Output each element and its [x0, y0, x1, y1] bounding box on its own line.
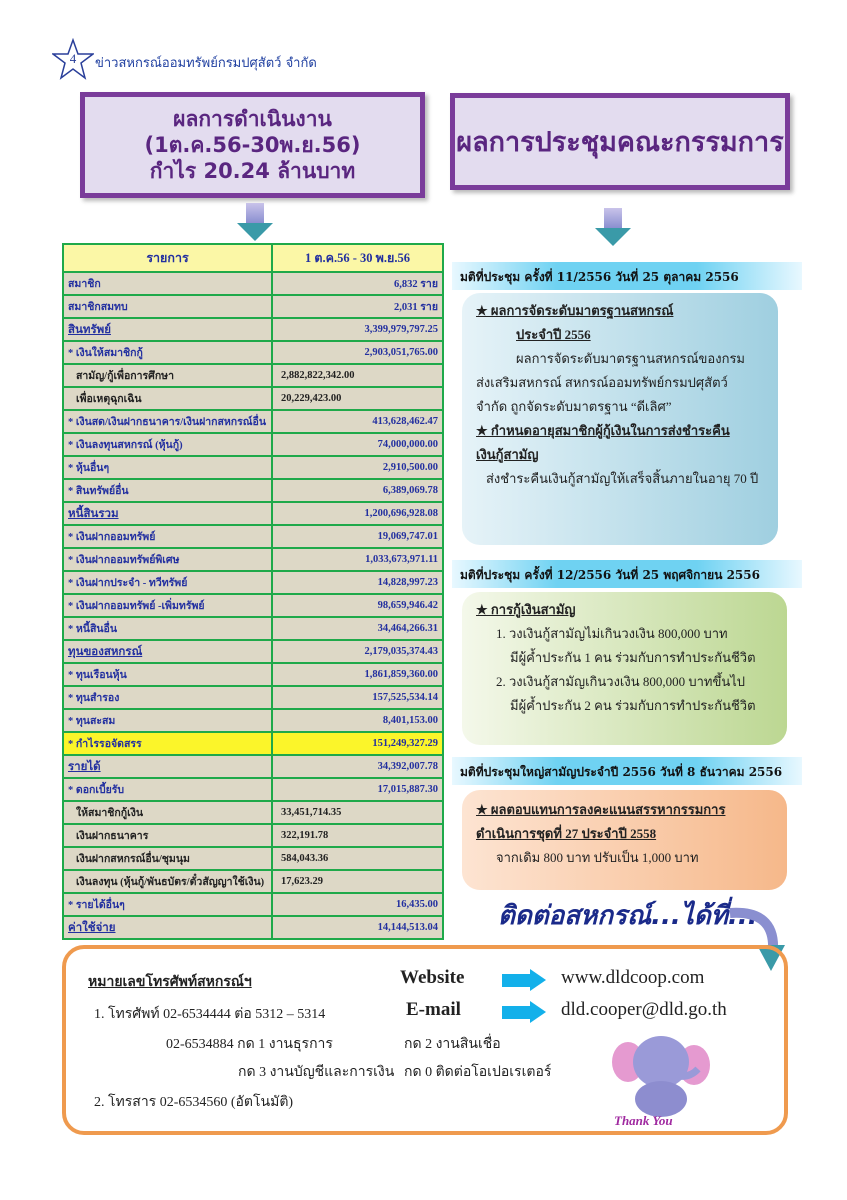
table-row	[63, 272, 443, 295]
row-label: * เงินฝากออมทรัพย์ -เพิ่มทรัพย์	[63, 594, 272, 617]
row-value: 98,659,946.42	[272, 594, 443, 617]
row-value: 1,033,673,971.11	[272, 548, 443, 571]
row-label: * หุ้นอื่นๆ	[63, 456, 272, 479]
row-label: * เงินฝากประจำ - ทวีทรัพย์	[63, 571, 272, 594]
table-header	[63, 244, 443, 272]
title-text: ผลการประชุมคณะกรรมการ	[456, 127, 784, 158]
row-value: 8,401,153.00	[272, 709, 443, 732]
row-label: * เงินให้สมาชิกกู้	[63, 341, 272, 364]
row-value: 1,200,696,928.08	[272, 502, 443, 525]
table-row	[63, 778, 443, 801]
table-row	[63, 824, 443, 847]
resolution-line: ★ การกู้เงินสามัญ	[476, 602, 576, 617]
row-subvalue: 2,882,822,342.00	[272, 364, 443, 387]
contact-heading: ติดต่อสหกรณ์...ได้ที่...	[498, 901, 758, 931]
resolution-line: ดำเนินการชุดที่ 27 ประจำปี 2558	[476, 826, 657, 841]
row-label: * เงินลงทุนสหกรณ์ (หุ้นกู้)	[63, 433, 272, 456]
row-label: สมาชิก	[63, 272, 272, 295]
row-label: สมาชิกสมทบ	[63, 295, 272, 318]
website-link[interactable]: www.dldcoop.com	[561, 967, 705, 988]
table-row	[63, 502, 443, 525]
table-row	[63, 801, 443, 824]
table-row	[63, 548, 443, 571]
table-row	[63, 847, 443, 870]
row-value: 16,435.00	[272, 893, 443, 916]
table-row	[63, 594, 443, 617]
row-label: ค่าใช้จ่าย	[63, 916, 272, 939]
row-label: * เงินสด/เงินฝากธนาคาร/เงินฝากสหกรณ์อื่น	[63, 410, 272, 433]
resolution-line: 2. วงเงินกู้สามัญเกินวงเงิน 800,000 บาทขึ้นไป	[496, 674, 746, 689]
table-row	[63, 387, 443, 410]
row-value: 17,015,887.30	[272, 778, 443, 801]
row-label: * กำไรรอจัดสรร	[63, 732, 272, 755]
row-label: สินทรัพย์	[63, 318, 272, 341]
table-row	[63, 709, 443, 732]
row-value: 34,464,266.31	[272, 617, 443, 640]
row-label: * ทุนสำรอง	[63, 686, 272, 709]
meeting-banner: มติที่ประชุม ครั้งที่ 11/2556 วันที่ 25 ตุลาคม 2556	[452, 262, 802, 290]
phone-line: กด 0 ติดต่อโอเปอเรเตอร์	[404, 1065, 552, 1080]
resolution-line: ประจำปี 2556	[516, 327, 591, 342]
newsletter-title: ข่าวสหกรณ์ออมทรัพย์กรมปศุสัตว์ จำกัด	[95, 56, 317, 71]
table-row	[63, 456, 443, 479]
row-subvalue: 17,623.29	[272, 870, 443, 893]
table-row	[63, 870, 443, 893]
row-label: รายได้	[63, 755, 272, 778]
thank-you-text: Thank You	[614, 1113, 673, 1128]
phone-heading: หมายเลขโทรศัพท์สหกรณ์ฯ	[88, 975, 252, 990]
row-value: 14,144,513.04	[272, 916, 443, 939]
row-label: สามัญ/กู้เพื่อการศึกษา	[63, 364, 272, 387]
email-link[interactable]: dld.cooper@dld.go.th	[561, 999, 727, 1020]
down-arrow-icon	[595, 208, 631, 248]
resolution-line: ★ ผลการจัดระดับมาตรฐานสหกรณ์	[476, 303, 674, 318]
phone-line: 02-6534884 กด 1 งานธุรการ	[166, 1037, 333, 1052]
row-value: 19,069,747.01	[272, 525, 443, 548]
row-value: 6,832 ราย	[272, 272, 443, 295]
contact-box	[62, 945, 788, 1135]
row-value: 74,000,000.00	[272, 433, 443, 456]
table-row	[63, 410, 443, 433]
phone-line: กด 2 งานสินเชื่อ	[404, 1037, 501, 1052]
row-label: * สินทรัพย์อื่น	[63, 479, 272, 502]
row-subvalue: 33,451,714.35	[272, 801, 443, 824]
row-label: เงินลงทุน (หุ้นกู้/พันธบัตร/ตั๋วสัญญาใช้เงิน)	[63, 870, 272, 893]
row-value: 14,828,997.23	[272, 571, 443, 594]
row-value: 2,910,500.00	[272, 456, 443, 479]
right-arrow-icon	[502, 969, 548, 991]
table-row	[63, 433, 443, 456]
table-row	[63, 479, 443, 502]
row-label: * รายได้อื่นๆ	[63, 893, 272, 916]
resolution-line: จากเดิม 800 บาท ปรับเป็น 1,000 บาท	[496, 850, 699, 865]
phone-line: กด 3 งานบัญชีและการเงิน	[238, 1065, 395, 1080]
down-arrow-icon	[237, 203, 273, 243]
table-row	[63, 525, 443, 548]
row-value: 2,903,051,765.00	[272, 341, 443, 364]
row-value: 157,525,534.14	[272, 686, 443, 709]
meeting-resolution-box	[462, 790, 787, 890]
row-subvalue: 20,229,423.00	[272, 387, 443, 410]
row-subvalue: 584,043.36	[272, 847, 443, 870]
row-label: ให้สมาชิกกู้เงิน	[63, 801, 272, 824]
resolution-line: มีผู้ค้ำประกัน 2 คน ร่วมกับการทำประกันชีวิต	[510, 698, 756, 713]
row-label: เงินฝากสหกรณ์อื่น/ชุมนุม	[63, 847, 272, 870]
row-label: เงินฝากธนาคาร	[63, 824, 272, 847]
meeting-title-box	[450, 93, 790, 190]
title-line: (1ต.ค.56-30พ.ย.56)	[144, 133, 361, 157]
row-label: * เงินฝากออมทรัพย์พิเศษ	[63, 548, 272, 571]
table-row	[63, 640, 443, 663]
row-label: * ทุนเรือนหุ้น	[63, 663, 272, 686]
row-label: ทุนของสหกรณ์	[63, 640, 272, 663]
row-label: * เงินฝากออมทรัพย์	[63, 525, 272, 548]
header-cell: รายการ	[63, 244, 272, 272]
table-row	[63, 686, 443, 709]
row-value: 413,628,462.47	[272, 410, 443, 433]
meeting-banner: มติที่ประชุม ครั้งที่ 12/2556 วันที่ 25 พฤศจิกายน 2556	[452, 560, 802, 588]
page-number: 4	[69, 51, 77, 66]
row-value: 151,249,327.29	[272, 732, 443, 755]
phone-line: 1. โทรศัพท์ 02-6534444 ต่อ 5312 – 5314	[94, 1007, 326, 1022]
row-value: 34,392,007.78	[272, 755, 443, 778]
resolution-line: ส่งชำระคืนเงินกู้สามัญให้เสร็จสิ้นภายในอายุ 70 ปี	[486, 471, 759, 486]
table-row	[63, 755, 443, 778]
meeting-resolution-box	[462, 592, 787, 745]
meeting-resolution-box	[462, 293, 778, 545]
table-row	[63, 341, 443, 364]
row-label: * ดอกเบี้ยรับ	[63, 778, 272, 801]
row-value: 1,861,859,360.00	[272, 663, 443, 686]
table-row	[63, 295, 443, 318]
email-label: E-mail	[406, 999, 461, 1020]
resolution-line: ★ กำหนดอายุสมาชิกผู้กู้เงินในการส่งชำระคืน	[476, 423, 730, 438]
table-row	[63, 916, 443, 939]
header-cell: 1 ต.ค.56 - 30 พ.ย.56	[272, 244, 443, 272]
row-value: 2,179,035,374.43	[272, 640, 443, 663]
table-row	[63, 571, 443, 594]
row-label: * หนี้สินอื่น	[63, 617, 272, 640]
fax-line: 2. โทรสาร 02-6534560 (อัตโนมัติ)	[94, 1095, 294, 1110]
elephant-illustration	[606, 1027, 716, 1117]
right-arrow-icon	[502, 1001, 548, 1023]
resolution-line: มีผู้ค้ำประกัน 1 คน ร่วมกับการทำประกันชีวิต	[510, 650, 756, 665]
performance-table	[62, 243, 444, 940]
table-row	[63, 663, 443, 686]
table-row	[63, 318, 443, 341]
title-line: กำไร 20.24 ล้านบาท	[149, 159, 356, 183]
row-label: * ทุนสะสม	[63, 709, 272, 732]
row-value: 3,399,979,797.25	[272, 318, 443, 341]
table-row	[63, 893, 443, 916]
resolution-line: จำกัด ถูกจัดระดับมาตรฐาน “ดีเลิศ”	[476, 399, 672, 414]
row-label: หนี้สินรวม	[63, 502, 272, 525]
table-row	[63, 617, 443, 640]
performance-title-box	[80, 92, 425, 198]
row-label: เพื่อเหตุฉุกเฉิน	[63, 387, 272, 410]
table-row	[63, 364, 443, 387]
row-value: 2,031 ราย	[272, 295, 443, 318]
resolution-line: 1. วงเงินกู้สามัญไม่เกินวงเงิน 800,000 บาท	[496, 626, 728, 641]
table-row	[63, 732, 443, 755]
star-icon	[52, 38, 94, 80]
meeting-banner: มติที่ประชุมใหญ่สามัญประจำปี 2556 วันที่ 8 ธันวาคม 2556	[452, 757, 802, 785]
resolution-line: ★ ผลตอบแทนการลงคะแนนสรรหากรรมการ	[476, 802, 726, 817]
title-line: ผลการดำเนินงาน	[173, 107, 332, 131]
row-subvalue: 322,191.78	[272, 824, 443, 847]
website-label: Website	[400, 967, 465, 988]
resolution-line: ผลการจัดระดับมาตรฐานสหกรณ์ของกรม	[516, 351, 745, 366]
resolution-line: ส่งเสริมสหกรณ์ สหกรณ์ออมทรัพย์กรมปศุสัตว์	[476, 375, 728, 390]
resolution-line: เงินกู้สามัญ	[476, 447, 539, 462]
row-value: 6,389,069.78	[272, 479, 443, 502]
